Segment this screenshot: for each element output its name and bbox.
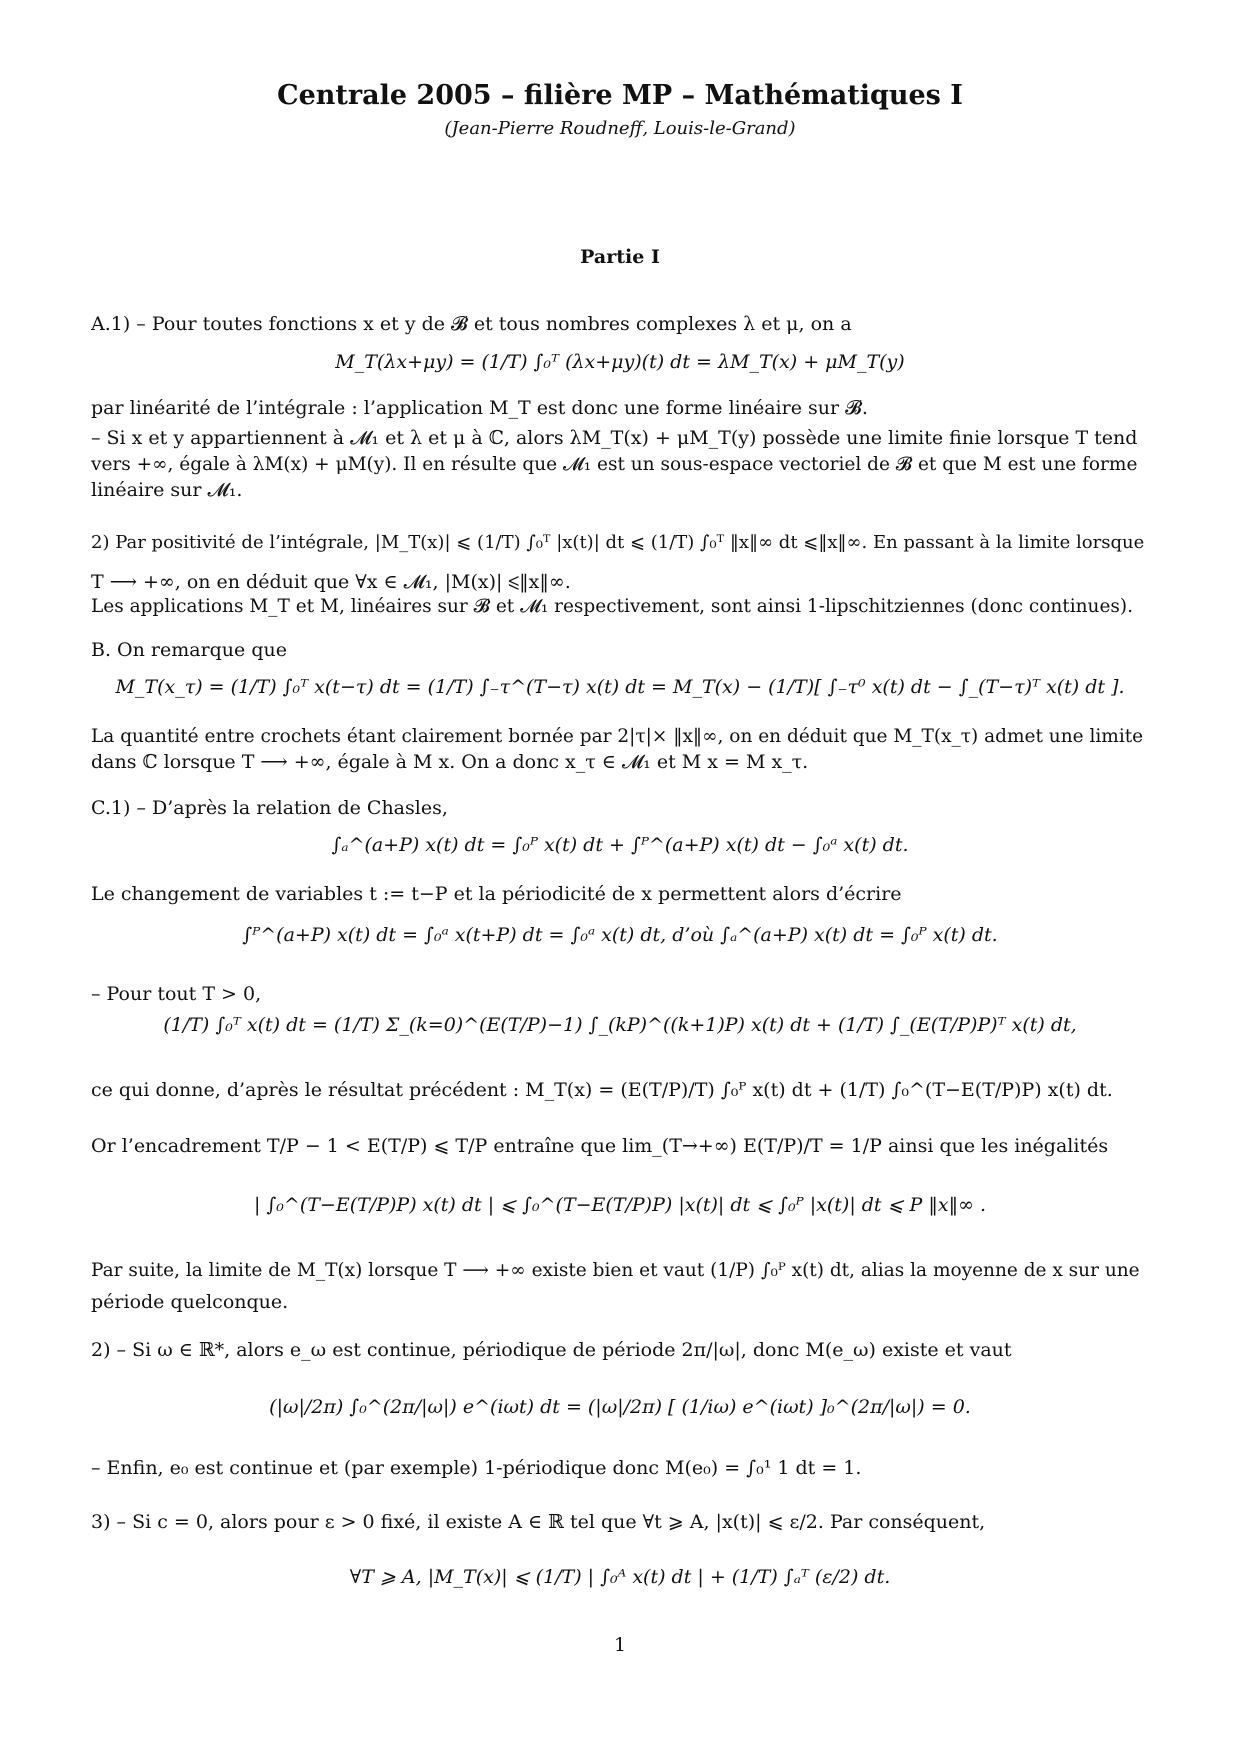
equation: (|ω|/2π) ∫₀^(2π/|ω|) e^(iωt) dt = (|ω|/2π) [ (1/iω) e^(iωt) ]₀^(2π/|ω|) = 0. bbox=[269, 1396, 971, 1418]
text-line: A.1) – Pour toutes fonctions x et y de 𝓑 et tous nombres complexes λ et μ, on a bbox=[91, 313, 852, 335]
document-title: Centrale 2005 – filière MP – Mathématiques I bbox=[277, 80, 963, 111]
text-line: vers +∞, égale à λM(x) + μM(y). Il en résulte que 𝓜₁ est un sous-espace vectoriel de 𝓑 et que M est une forme bbox=[91, 454, 1138, 475]
page-number: 1 bbox=[613, 1634, 627, 1656]
document-author: (Jean-Pierre Roudneff, Louis-le-Grand) bbox=[444, 118, 796, 139]
equation: M_T(x_τ) = (1/T) ∫₀ᵀ x(t−τ) dt = (1/T) ∫₋τ^(T−τ) x(t) dt = M_T(x) − (1/T)[ ∫₋τ⁰ x(t) dt − ∫_(T−τ)ᵀ x(t) dt ]. bbox=[115, 676, 1125, 698]
text-line: Par suite, la limite de M_T(x) lorsque T ⟶ +∞ existe bien et vaut (1/P) ∫₀ᴾ x(t) dt, alias la moyenne de x sur une bbox=[91, 1260, 1140, 1281]
equation: (1/T) ∫₀ᵀ x(t) dt = (1/T) Σ_(k=0)^(E(T/P)−1) ∫_(kP)^((k+1)P) x(t) dt + (1/T) ∫_(E(T/P)P)ᵀ x(t) dt, bbox=[163, 1014, 1077, 1036]
section-title: Partie I bbox=[580, 246, 660, 268]
text-line: La quantité entre crochets étant clairement bornée par 2|τ|× ‖x‖∞, on en déduit que M_T(x_τ) admet une limite bbox=[91, 726, 1144, 747]
text-line: 3) – Si c = 0, alors pour ε > 0 fixé, il existe A ∈ ℝ tel que ∀t ⩾ A, |x(t)| ⩽ ε/2. Par conséquent, bbox=[91, 1511, 986, 1533]
text-line: linéaire sur 𝓜₁. bbox=[91, 479, 243, 501]
equation: ∫ₐ^(a+P) x(t) dt = ∫₀ᴾ x(t) dt + ∫ᴾ^(a+P) x(t) dt − ∫₀ᵃ x(t) dt. bbox=[331, 834, 909, 856]
text-line: 2) – Si ω ∈ ℝ*, alors e_ω est continue, périodique de période 2π/|ω|, donc M(e_ω) existe et vaut bbox=[91, 1339, 1012, 1361]
text-line: Or l’encadrement T/P − 1 < E(T/P) ⩽ T/P entraîne que lim_(T→+∞) E(T/P)/T = 1/P ainsi que les inégalités bbox=[91, 1135, 1109, 1157]
text-line: – Si x et y appartiennent à 𝓜₁ et λ et μ à ℂ, alors λM_T(x) + μM_T(y) possède une limite finie lorsque T tend bbox=[91, 427, 1138, 449]
equation: M_T(λx+μy) = (1/T) ∫₀ᵀ (λx+μy)(t) dt = λM_T(x) + μM_T(y) bbox=[335, 351, 905, 373]
text-line: ce qui donne, d’après le résultat précédent : M_T(x) = (E(T/P)/T) ∫₀ᴾ x(t) dt + (1/T) ∫₀^(T−E(T/P)P) x(t) dt. bbox=[91, 1079, 1113, 1101]
text-line: B. On remarque que bbox=[91, 639, 287, 661]
text-line: dans ℂ lorsque T ⟶ +∞, égale à M x. On a donc x_τ ∈ 𝓜₁ et M x = M x_τ. bbox=[91, 751, 809, 773]
text-line: T ⟶ +∞, on en déduit que ∀x ∈ 𝓜₁, |M(x)| ⩽‖x‖∞. bbox=[91, 571, 571, 593]
text-line: par linéarité de l’intégrale : l’application M_T est donc une forme linéaire sur 𝓑. bbox=[91, 397, 868, 419]
text-line: 2) Par positivité de l’intégrale, |M_T(x)| ⩽ (1/T) ∫₀ᵀ |x(t)| dt ⩽ (1/T) ∫₀ᵀ ‖x‖∞ dt ⩽‖x‖∞. En passant à la limite lorsque bbox=[91, 532, 1145, 553]
text-line: Les applications M_T et M, linéaires sur 𝓑 et 𝓜₁ respectivement, sont ainsi 1-lipschitziennes (donc continues). bbox=[91, 596, 1133, 617]
equation: ∀T ⩾ A, |M_T(x)| ⩽ (1/T) | ∫₀ᴬ x(t) dt | + (1/T) ∫ₐᵀ (ε/2) dt. bbox=[349, 1566, 891, 1588]
text-line: C.1) – D’après la relation de Chasles, bbox=[91, 797, 448, 819]
text-line: – Enfin, e₀ est continue et (par exemple) 1-périodique donc M(e₀) = ∫₀¹ 1 dt = 1. bbox=[91, 1457, 862, 1479]
equation: ∫ᴾ^(a+P) x(t) dt = ∫₀ᵃ x(t+P) dt = ∫₀ᵃ x(t) dt, d’où ∫ₐ^(a+P) x(t) dt = ∫₀ᴾ x(t) dt. bbox=[242, 924, 998, 946]
equation: | ∫₀^(T−E(T/P)P) x(t) dt | ⩽ ∫₀^(T−E(T/P)P) |x(t)| dt ⩽ ∫₀ᴾ |x(t)| dt ⩽ P ‖x‖∞ . bbox=[253, 1194, 987, 1216]
text-line: Le changement de variables t := t−P et la périodicité de x permettent alors d’écrire bbox=[91, 883, 902, 905]
text-line: – Pour tout T > 0, bbox=[91, 983, 262, 1005]
text-line: période quelconque. bbox=[91, 1291, 289, 1313]
